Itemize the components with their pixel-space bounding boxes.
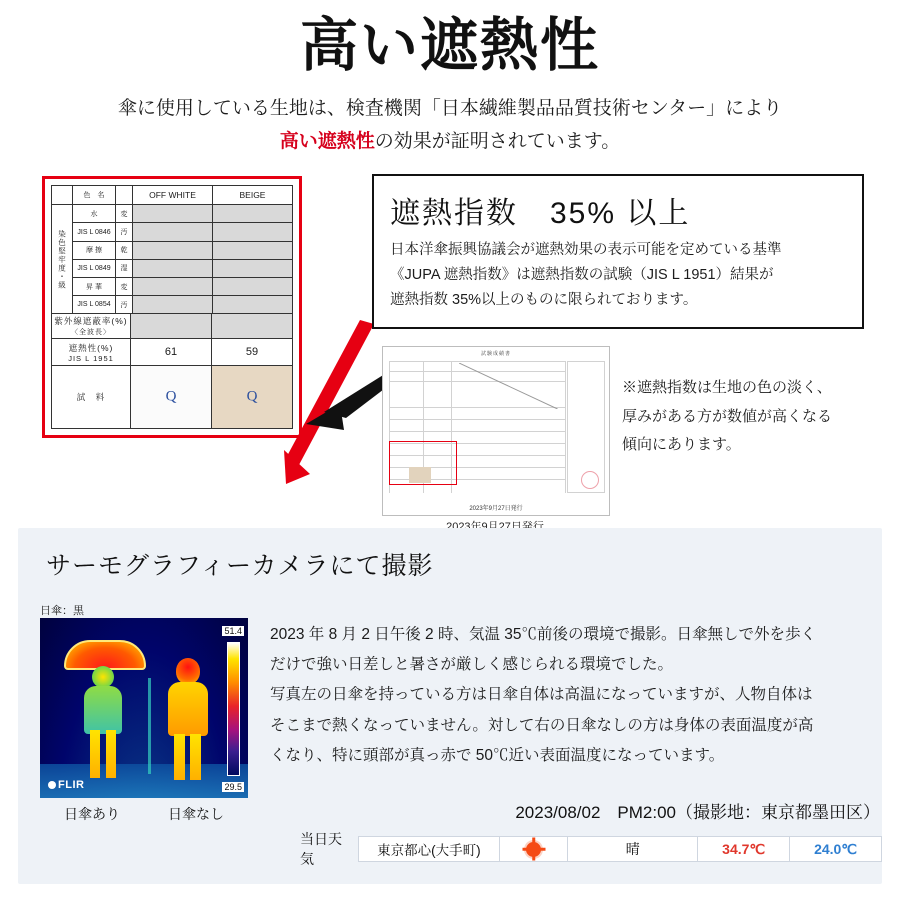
lead-line-2	[0, 125, 900, 158]
table-cell-value	[213, 223, 292, 240]
note-line-3: 傾向にあります。	[622, 436, 741, 454]
table-cell-label	[52, 339, 131, 365]
heat-sublabel: JIS L 1951	[68, 353, 114, 363]
table-cell-tiny: 乾	[116, 242, 133, 259]
table-row	[52, 205, 292, 314]
weather-high-temp: 34.7℃	[697, 836, 790, 862]
weather-strip	[300, 831, 882, 867]
table-cell-sub: JIS L 0849	[73, 260, 116, 277]
sample-swatch-beige	[212, 366, 292, 428]
temperature-scale-high: 51.4	[224, 626, 242, 636]
table-row	[73, 223, 292, 241]
table-cell-value	[133, 260, 213, 277]
temperature-scale	[227, 642, 240, 776]
table-cell-value	[213, 278, 292, 295]
table-cell-label	[52, 314, 131, 338]
lead-paragraph	[0, 92, 900, 159]
table-row	[52, 186, 292, 205]
caption-with-umbrella: 日傘あり	[64, 806, 120, 822]
heat-value-offwhite: 61	[131, 339, 212, 365]
table-cell-tiny: 汚	[116, 296, 133, 313]
description-line-4: そこまで熱くなっていません。対して右の日傘なしの方は身体の表面温度が高	[270, 716, 814, 734]
index-body-line-2: 《JUPA 遮熱指数》は遮熱指数の試験（JIS L 1951）結果が	[390, 267, 774, 284]
thermography-captions	[40, 804, 248, 824]
table-cell-value	[133, 242, 213, 259]
weather-place: 東京都心(大手町)	[358, 836, 500, 862]
table-cell-tiny: 湿	[116, 260, 133, 277]
table-cell-value	[212, 314, 292, 338]
table-cell-value	[133, 278, 213, 295]
table-vertical-header	[52, 186, 73, 204]
uv-sublabel: 〈全波長〉	[71, 329, 111, 337]
sample-mark: Q	[165, 388, 177, 405]
lead-highlight: 高い遮熱性	[279, 131, 375, 153]
table-cell-tiny: 変	[116, 278, 133, 295]
table-cell-sub: JIS L 0846	[73, 223, 116, 240]
table-row	[73, 242, 292, 260]
table-row-sample	[52, 366, 292, 428]
table-cell-value	[133, 223, 213, 240]
description-line-5: くなり、特に頭部が真っ赤で 50℃近い表面温度になっています。	[270, 746, 725, 764]
table-cell-value	[133, 296, 213, 313]
uv-label: 紫外線遮蔽率(%)	[54, 316, 128, 327]
description-line-1: 2023 年 8 月 2 日午後 2 時、気温 35℃前後の環境で撮影。日傘無しで外を歩く	[270, 626, 817, 643]
page-title: 高い遮熱性	[299, 13, 600, 78]
certificate-swatch	[409, 467, 431, 483]
index-title: 遮熱指数 35% 以上	[390, 197, 691, 231]
table-cell-value	[133, 205, 213, 222]
certificate-issue-date-inner: 2023年9月27日発行	[469, 506, 523, 513]
table-col-header-1: OFF WHITE	[133, 186, 213, 204]
table-cell-sub: JIS L 0854	[73, 296, 116, 313]
lead-line-2-rest: の効果が証明されています。	[374, 131, 621, 153]
table-row	[73, 296, 292, 313]
table-col-header-tiny	[116, 186, 133, 204]
table-cell-value	[131, 314, 212, 338]
test-result-table	[42, 176, 302, 438]
certificate-thumbnail	[382, 346, 610, 516]
test-table-inner	[51, 185, 293, 429]
index-body-line-3: 遮熱指数 35%以上のものに限られております。	[390, 292, 698, 309]
table-cell-value	[213, 205, 292, 222]
thermography-image-label: 日傘：黒	[40, 605, 84, 617]
evidence-area	[0, 168, 900, 518]
certificate-title: 試験成績書	[480, 351, 511, 358]
certificate-diagonal	[459, 363, 558, 409]
heat-value-beige: 59	[245, 346, 259, 359]
caption-without-umbrella: 日傘なし	[168, 806, 224, 822]
table-col-header-label: 色 名	[73, 186, 116, 204]
table-cell-value	[213, 260, 292, 277]
sample-mark: Q	[246, 388, 258, 405]
weather-low-temp: 24.0℃	[789, 836, 882, 862]
table-row	[73, 260, 292, 278]
heat-label: 遮熱性(%)	[68, 342, 114, 353]
table-row-uv	[52, 314, 292, 339]
index-body	[390, 238, 846, 313]
table-cell-tiny: 変	[116, 205, 133, 222]
flir-logo	[48, 779, 84, 791]
sample-swatch-offwhite	[131, 366, 212, 428]
description-line-3: 写真左の日傘を持っている方は日傘自体は高温になっていますが、人物自体は	[270, 686, 813, 704]
table-cell-value	[213, 242, 292, 259]
weather-label: 当日天気	[300, 831, 342, 867]
index-body-line-1: 日本洋傘振興協議会が遮熱効果の表示可能を定めている基準	[390, 242, 782, 259]
sun-icon	[499, 836, 568, 862]
description-line-2: だけで強い日差しと暑さが厳しく感じられる環境でした。	[270, 656, 674, 674]
table-cell-sub: 水	[73, 205, 116, 222]
thermography-description	[270, 620, 880, 771]
table-cell-sub: 摩 擦	[73, 242, 116, 259]
note-line-1: ※遮熱指数は生地の色の淡く、	[622, 379, 832, 397]
table-cell-value	[213, 296, 292, 313]
thermography-section	[18, 528, 882, 884]
heat-shield-index-box	[372, 174, 864, 329]
lead-line-1: 傘に使用している生地は、検査機関「日本繊維製品品質技術センター」により	[117, 97, 783, 119]
thermography-image	[40, 618, 248, 798]
black-arrow-icon	[300, 368, 390, 458]
table-vertical-header: 染色堅牢度・級	[52, 205, 73, 313]
shooting-datetime-location: 2023/08/02 PM2:00（撮影地：東京都墨田区）	[515, 803, 880, 822]
sample-label: 試 料	[52, 366, 131, 428]
table-row	[73, 205, 292, 223]
table-row	[73, 278, 292, 296]
flir-logo-text: FLIR	[58, 779, 85, 791]
table-row-heat	[52, 339, 292, 366]
note-line-2: 厚みがある方が数値が高くなる	[622, 407, 833, 425]
flir-dot-icon	[48, 781, 56, 789]
table-cell-sub: 昇 華	[73, 278, 116, 295]
table-col-header-2: BEIGE	[239, 190, 266, 201]
table-cell-tiny: 汚	[116, 223, 133, 240]
heat-index-note	[622, 374, 872, 460]
temperature-scale-low: 29.5	[224, 782, 242, 792]
weather-condition: 晴	[567, 836, 698, 862]
thermography-title: サーモグラフィーカメラにて撮影	[46, 552, 434, 580]
